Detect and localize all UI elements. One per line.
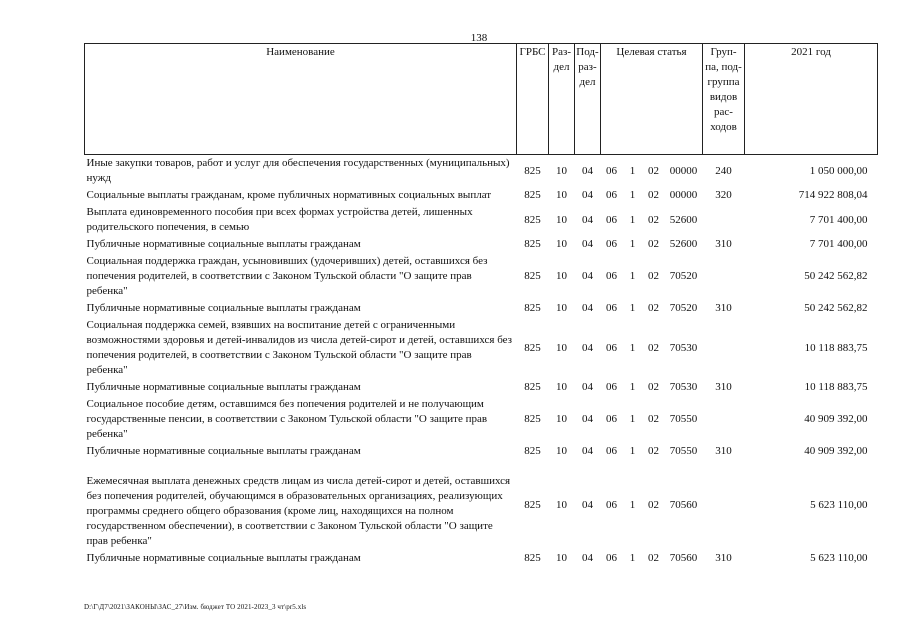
cell-c3: 02 bbox=[648, 445, 659, 457]
table-row bbox=[85, 204, 878, 236]
header-group: Груп- па, под- группа видов рас- ходов bbox=[703, 44, 745, 155]
header-podrazdel: Под- раз- дел bbox=[575, 44, 601, 155]
cell-c1: 06 bbox=[606, 189, 617, 201]
cell-amount: 5 623 110,00 bbox=[810, 498, 868, 511]
cell-c2: 1 bbox=[629, 164, 636, 177]
cell-name: Социальная поддержка семей, взявших на воспитание детей с ограниченными возможностями здоровья и детей-инвалидов из числа детей-сирот и детей, оставшихся без попечения родителей, в соответствии с Законом Тульской области "О защите прав ребенка" bbox=[86, 319, 513, 376]
cell-grbs: 825 bbox=[524, 270, 541, 282]
cell-rz: 10 bbox=[556, 164, 567, 177]
cell-amount: 714 922 808,04 bbox=[798, 189, 868, 201]
cell-c2: 1 bbox=[629, 189, 636, 201]
cell-c4: 00000 bbox=[669, 189, 698, 201]
cell-grbs: 825 bbox=[524, 445, 541, 457]
cell-vr bbox=[703, 396, 745, 443]
cell-c4: 70560 bbox=[669, 552, 698, 564]
cell-pr: 04 bbox=[582, 381, 593, 393]
cell-c1: 06 bbox=[606, 552, 617, 564]
table-row bbox=[85, 300, 878, 317]
cell-c2: 1 bbox=[629, 213, 636, 226]
table-row bbox=[85, 460, 878, 550]
cell-c1: 06 bbox=[606, 213, 617, 226]
cell-amount: 50 242 562,82 bbox=[804, 302, 868, 314]
cell-c4: 70560 bbox=[669, 498, 698, 511]
cell-c3: 02 bbox=[648, 238, 659, 250]
cell-grbs: 825 bbox=[524, 341, 541, 354]
cell-pr: 04 bbox=[582, 445, 593, 457]
header-target: Целевая статья bbox=[601, 44, 703, 155]
cell-pr: 04 bbox=[582, 164, 593, 177]
cell-amount: 1 050 000,00 bbox=[809, 164, 868, 177]
cell-grbs: 825 bbox=[524, 189, 541, 201]
cell-name: Ежемесячная выплата денежных средств лицам из числа детей-сирот и детей, оставшихся без попечения родителей, обучающимся в образовательных организациях, реализующих программы среднего общего образования (кроме лиц, находящихся на полном государственном обеспечении), в соответствии с Законом Тульской области "О защите прав ребенка" bbox=[86, 475, 511, 547]
cell-c3: 02 bbox=[648, 381, 659, 393]
cell-vr: 310 bbox=[715, 381, 732, 393]
cell-c3: 02 bbox=[648, 164, 659, 177]
cell-c4: 70520 bbox=[669, 302, 698, 314]
cell-vr: 310 bbox=[715, 552, 732, 564]
table-row bbox=[85, 253, 878, 300]
cell-c2: 1 bbox=[629, 413, 636, 425]
cell-c1: 06 bbox=[606, 270, 617, 282]
cell-c4: 70550 bbox=[669, 413, 698, 425]
cell-c4: 70550 bbox=[669, 445, 698, 457]
cell-c4: 70530 bbox=[669, 341, 698, 354]
cell-rz: 10 bbox=[556, 445, 567, 457]
cell-c3: 02 bbox=[648, 270, 659, 282]
cell-c1: 06 bbox=[606, 498, 617, 511]
cell-pr: 04 bbox=[582, 413, 593, 425]
cell-c4: 52600 bbox=[669, 213, 698, 226]
cell-grbs: 825 bbox=[524, 213, 541, 226]
table-row bbox=[85, 379, 878, 396]
cell-rz: 10 bbox=[556, 270, 567, 282]
cell-amount: 5 623 110,00 bbox=[810, 552, 868, 564]
cell-amount: 7 701 400,00 bbox=[809, 238, 868, 250]
cell-c2: 1 bbox=[629, 238, 636, 250]
cell-rz: 10 bbox=[556, 213, 567, 226]
cell-amount: 40 909 392,00 bbox=[804, 445, 868, 457]
cell-name: Социальные выплаты гражданам, кроме публичных нормативных социальных выплат bbox=[86, 189, 492, 201]
cell-amount: 40 909 392,00 bbox=[804, 413, 868, 425]
cell-rz: 10 bbox=[556, 341, 567, 354]
cell-grbs: 825 bbox=[524, 381, 541, 393]
table-body bbox=[85, 155, 878, 568]
cell-c3: 02 bbox=[648, 213, 659, 226]
cell-name: Публичные нормативные социальные выплаты гражданам bbox=[86, 552, 361, 564]
table-row bbox=[85, 236, 878, 253]
table-row bbox=[85, 396, 878, 443]
cell-grbs: 825 bbox=[524, 498, 541, 511]
cell-c1: 06 bbox=[606, 302, 617, 314]
cell-rz: 10 bbox=[556, 238, 567, 250]
cell-c1: 06 bbox=[606, 413, 617, 425]
cell-c2: 1 bbox=[629, 445, 636, 457]
cell-name: Выплата единовременного пособия при всех формах устройства детей, лишенных родительского попечения, в семью bbox=[86, 206, 473, 233]
cell-c1: 06 bbox=[606, 381, 617, 393]
cell-c1: 06 bbox=[606, 445, 617, 457]
cell-c4: 70520 bbox=[669, 270, 698, 282]
cell-vr: 310 bbox=[715, 445, 732, 457]
cell-name: Иные закупки товаров, работ и услуг для обеспечения государственных (муниципальных) нужд bbox=[86, 157, 510, 184]
cell-name: Публичные нормативные социальные выплаты гражданам bbox=[86, 302, 361, 314]
table-row bbox=[85, 155, 878, 188]
cell-grbs: 825 bbox=[524, 238, 541, 250]
cell-pr: 04 bbox=[582, 238, 593, 250]
cell-vr bbox=[703, 253, 745, 300]
cell-c2: 1 bbox=[629, 552, 636, 564]
cell-c3: 02 bbox=[648, 302, 659, 314]
cell-c1: 06 bbox=[606, 164, 617, 177]
cell-c2: 1 bbox=[629, 270, 636, 282]
cell-vr: 310 bbox=[715, 238, 732, 250]
header-name: Наименование bbox=[85, 44, 517, 155]
cell-name: Публичные нормативные социальные выплаты гражданам bbox=[86, 381, 361, 393]
cell-name: Социальное пособие детям, оставшимся без попечения родителей и не получающим государственные пенсии, в соответствии с Законом Тульской области "О защите прав ребенка" bbox=[86, 398, 488, 440]
cell-name: Социальная поддержка граждан, усыновивших (удочеривших) детей, оставшихся без попечения родителей, в соответствии с Законом Тульской области "О защите прав ребенка" bbox=[86, 255, 488, 297]
table-row bbox=[85, 187, 878, 204]
cell-amount: 7 701 400,00 bbox=[809, 213, 868, 226]
budget-table bbox=[84, 43, 878, 567]
cell-c4: 70530 bbox=[669, 381, 698, 393]
cell-vr bbox=[703, 317, 745, 379]
cell-pr: 04 bbox=[582, 270, 593, 282]
cell-pr: 04 bbox=[582, 302, 593, 314]
cell-amount: 10 118 883,75 bbox=[804, 381, 868, 393]
cell-rz: 10 bbox=[556, 381, 567, 393]
cell-vr bbox=[703, 460, 745, 550]
cell-grbs: 825 bbox=[524, 164, 541, 177]
header-razdel: Раз- дел bbox=[549, 44, 575, 155]
table-row bbox=[85, 443, 878, 460]
cell-c4: 52600 bbox=[669, 238, 698, 250]
cell-c2: 1 bbox=[629, 341, 636, 354]
cell-c3: 02 bbox=[648, 189, 659, 201]
cell-vr bbox=[703, 204, 745, 236]
cell-c3: 02 bbox=[648, 341, 659, 354]
cell-c2: 1 bbox=[629, 498, 636, 511]
cell-vr: 310 bbox=[715, 302, 732, 314]
cell-name: Публичные нормативные социальные выплаты гражданам bbox=[86, 445, 361, 457]
cell-c3: 02 bbox=[648, 498, 659, 511]
cell-pr: 04 bbox=[582, 213, 593, 226]
cell-pr: 04 bbox=[582, 341, 593, 354]
table-header bbox=[85, 44, 878, 155]
page-number: 138 bbox=[470, 32, 488, 44]
cell-c3: 02 bbox=[648, 552, 659, 564]
cell-c1: 06 bbox=[606, 238, 617, 250]
cell-pr: 04 bbox=[582, 552, 593, 564]
cell-rz: 10 bbox=[556, 498, 567, 511]
file-path-footer: D:\Г\Д7\2021\ЗАКОНЫ\ЗАС_27\Изм. бюджет ТО 2021-2023_3 чт\pr5.xls bbox=[84, 603, 307, 611]
cell-rz: 10 bbox=[556, 413, 567, 425]
cell-amount: 10 118 883,75 bbox=[804, 341, 868, 354]
cell-c2: 1 bbox=[629, 381, 636, 393]
header-grbs: ГРБС bbox=[517, 44, 549, 155]
cell-rz: 10 bbox=[556, 552, 567, 564]
cell-vr: 320 bbox=[715, 189, 732, 201]
cell-c1: 06 bbox=[606, 341, 617, 354]
table-row bbox=[85, 317, 878, 379]
cell-rz: 10 bbox=[556, 302, 567, 314]
cell-grbs: 825 bbox=[524, 413, 541, 425]
cell-amount: 50 242 562,82 bbox=[804, 270, 868, 282]
cell-name: Публичные нормативные социальные выплаты гражданам bbox=[86, 238, 361, 250]
header-year: 2021 год bbox=[745, 44, 878, 155]
cell-c3: 02 bbox=[648, 413, 659, 425]
cell-pr: 04 bbox=[582, 498, 593, 511]
cell-vr: 240 bbox=[715, 164, 732, 177]
cell-c2: 1 bbox=[629, 302, 636, 314]
cell-pr: 04 bbox=[582, 189, 593, 201]
cell-rz: 10 bbox=[556, 189, 567, 201]
cell-grbs: 825 bbox=[524, 302, 541, 314]
table-row bbox=[85, 550, 878, 567]
cell-c4: 00000 bbox=[669, 164, 698, 177]
cell-grbs: 825 bbox=[524, 552, 541, 564]
